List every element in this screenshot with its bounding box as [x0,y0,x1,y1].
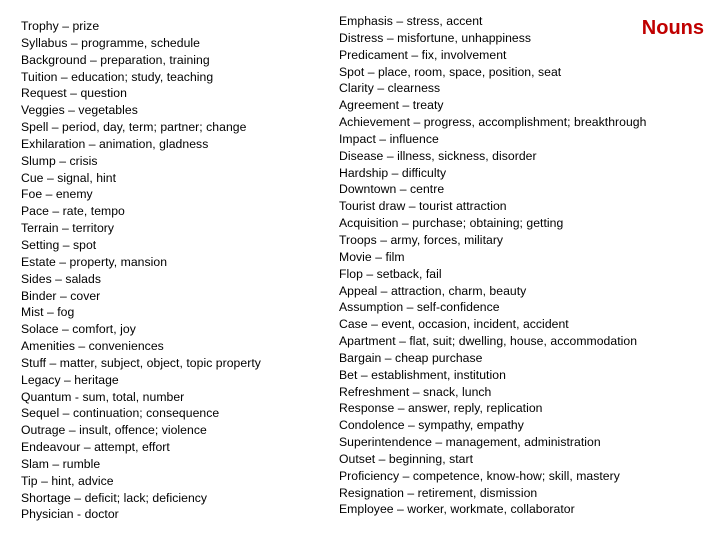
vocabulary-entry: Outrage – insult, offence; violence [21,423,207,438]
vocabulary-entry: Quantum - sum, total, number [21,389,185,404]
vocabulary-entry: Syllabus – programme, schedule [21,35,200,50]
left-vocabulary-list [21,18,261,523]
vocabulary-entry: Downtown – centre [339,182,445,197]
vocabulary-entry: Endeavour – attempt, effort [21,440,170,455]
vocabulary-entry: Movie – film [339,249,405,264]
vocabulary-entry: Tourist draw – tourist attraction [339,199,507,214]
vocabulary-entry: Terrain – territory [21,221,115,236]
vocabulary-entry: Spell – period, day, term; partner; change [21,120,247,135]
vocabulary-entry: Bargain – cheap purchase [339,350,483,365]
vocabulary-entry: Mist – fog [21,305,75,320]
vocabulary-entry: Clarity – clearness [339,81,441,96]
vocabulary-entry: Spot – place, room, space, position, seat [339,64,562,79]
vocabulary-entry: Sides – salads [21,271,101,286]
vocabulary-entry: Assumption – self-confidence [339,300,500,315]
vocabulary-entry: Hardship – difficulty [339,165,447,180]
vocabulary-entry: Request – question [21,86,127,101]
vocabulary-entry: Condolence – sympathy, empathy [339,418,524,433]
vocabulary-entry: Exhilaration – animation, gladness [21,136,209,151]
vocabulary-entry: Impact – influence [339,131,439,146]
vocabulary-entry: Superintendence – management, administration [339,435,601,450]
vocabulary-entry: Disease – illness, sickness, disorder [339,148,537,163]
vocabulary-entry: Background – preparation, training [21,52,210,67]
vocabulary-entry: Emphasis – stress, accent [339,14,483,28]
vocabulary-entry: Solace – comfort, joy [21,322,136,337]
vocabulary-entry: Binder – cover [21,288,101,303]
right-vocabulary-list [339,13,646,518]
vocabulary-entry: Legacy – heritage [21,372,119,387]
vocabulary-entry: Sequel – continuation; consequence [21,406,220,421]
vocabulary-entry: Pace – rate, tempo [21,204,125,219]
vocabulary-entry: Apartment – flat, suit; dwelling, house, accommodation [339,334,638,349]
vocabulary-entry: Case – event, occasion, incident, accident [339,317,569,332]
vocabulary-entry: Agreement – treaty [339,98,444,113]
vocabulary-entry: Response – answer, reply, replication [339,401,543,416]
vocabulary-entry: Estate – property, mansion [21,254,168,269]
vocabulary-entry: Tip – hint, advice [21,473,114,488]
vocabulary-entry: Proficiency – competence, know-how; skill, mastery [339,468,620,483]
vocabulary-entry: Resignation – retirement, dismission [339,485,538,500]
vocabulary-entry: Shortage – deficit; lack; deficiency [21,490,208,505]
vocabulary-entry: Achievement – progress, accomplishment; breakthrough [339,115,647,130]
vocabulary-entry: Refreshment – snack, lunch [339,384,492,399]
vocabulary-entry: Outset – beginning, start [339,451,474,466]
vocabulary-entry: Slam – rumble [21,456,101,471]
vocabulary-entry: Amenities – conveniences [21,339,164,354]
vocabulary-entry: Physician - doctor [21,507,119,522]
vocabulary-entry: Troops – army, forces, military [339,232,504,247]
vocabulary-entry: Trophy – prize [21,19,100,33]
vocabulary-entry: Cue – signal, hint [21,170,117,185]
vocabulary-entry: Appeal – attraction, charm, beauty [339,283,527,298]
vocabulary-entry: Slump – crisis [21,153,98,168]
vocabulary-entry: Stuff – matter, subject, object, topic property [21,355,261,370]
vocabulary-entry: Veggies – vegetables [21,103,138,118]
vocabulary-entry: Acquisition – purchase; obtaining; getting [339,216,564,231]
vocabulary-entry: Employee – worker, workmate, collaborator [339,502,575,517]
vocabulary-entry: Tuition – education; study, teaching [21,69,214,84]
vocabulary-entry: Foe – enemy [21,187,93,202]
vocabulary-entry: Bet – establishment, institution [339,367,506,382]
vocabulary-entry: Setting – spot [21,237,97,252]
slide-heading: Nouns [641,17,704,39]
vocabulary-entry: Distress – misfortune, unhappiness [339,30,532,45]
vocabulary-entry: Flop – setback, fail [339,266,442,281]
vocabulary-entry: Predicament – fix, involvement [339,47,507,62]
